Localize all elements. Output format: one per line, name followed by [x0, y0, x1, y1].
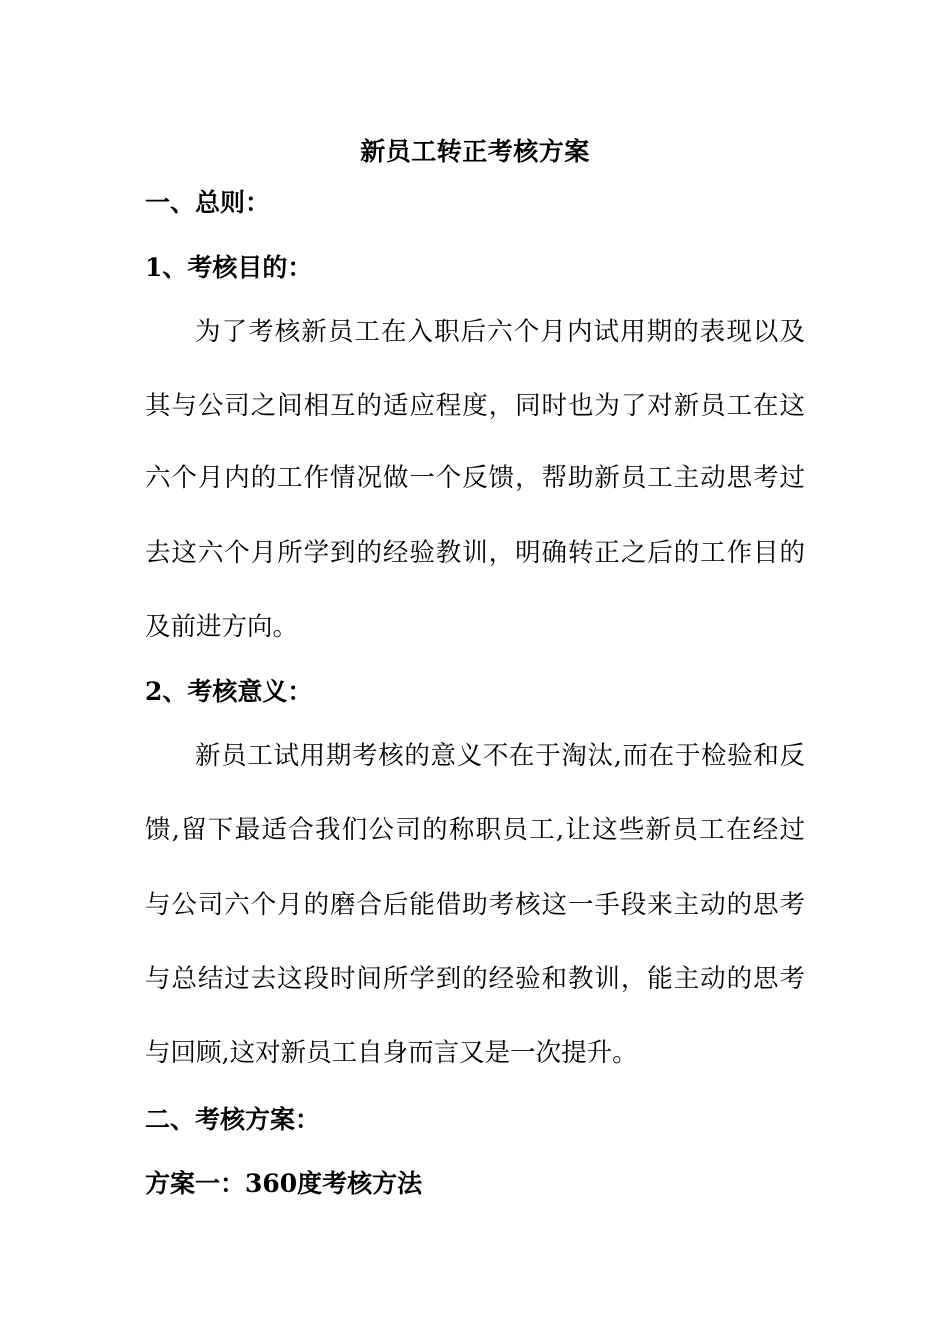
document-title: 新员工转正考核方案	[360, 137, 590, 166]
purpose-paragraph-line: 其与公司之间相互的适应程度，同时也为了对新员工在这	[145, 391, 805, 421]
subheading-purpose: 1、考核目的：	[145, 253, 313, 282]
purpose-paragraph-line: 六个月内的工作情况做一个反馈，帮助新员工主动思考过	[145, 463, 805, 493]
purpose-paragraph-line: 为了考核新员工在入职后六个月内试用期的表现以及	[195, 317, 805, 347]
significance-paragraph-line: 新员工试用期考核的意义不在于淘汰,而在于检验和反	[195, 741, 805, 771]
significance-paragraph-line: 与回顾,这对新员工自身而言又是一次提升。	[145, 1038, 638, 1068]
section-heading-plan: 二、考核方案：	[145, 1105, 321, 1134]
significance-paragraph-line: 与总结过去这段时间所学到的经验和教训，能主动的思考	[145, 964, 805, 994]
section-heading-general: 一、总则：	[145, 188, 271, 217]
subheading-plan-one: 方案一：360度考核方法	[145, 1169, 423, 1198]
purpose-paragraph-line: 及前进方向。	[145, 612, 299, 642]
subheading-significance: 2、考核意义：	[145, 677, 313, 706]
purpose-paragraph-line: 去这六个月所学到的经验教训，明确转正之后的工作目的	[145, 538, 805, 568]
significance-paragraph-line: 与公司六个月的磨合后能借助考核这一手段来主动的思考	[145, 890, 805, 920]
significance-paragraph-line: 馈,留下最适合我们公司的称职员工,让这些新员工在经过	[145, 815, 805, 845]
